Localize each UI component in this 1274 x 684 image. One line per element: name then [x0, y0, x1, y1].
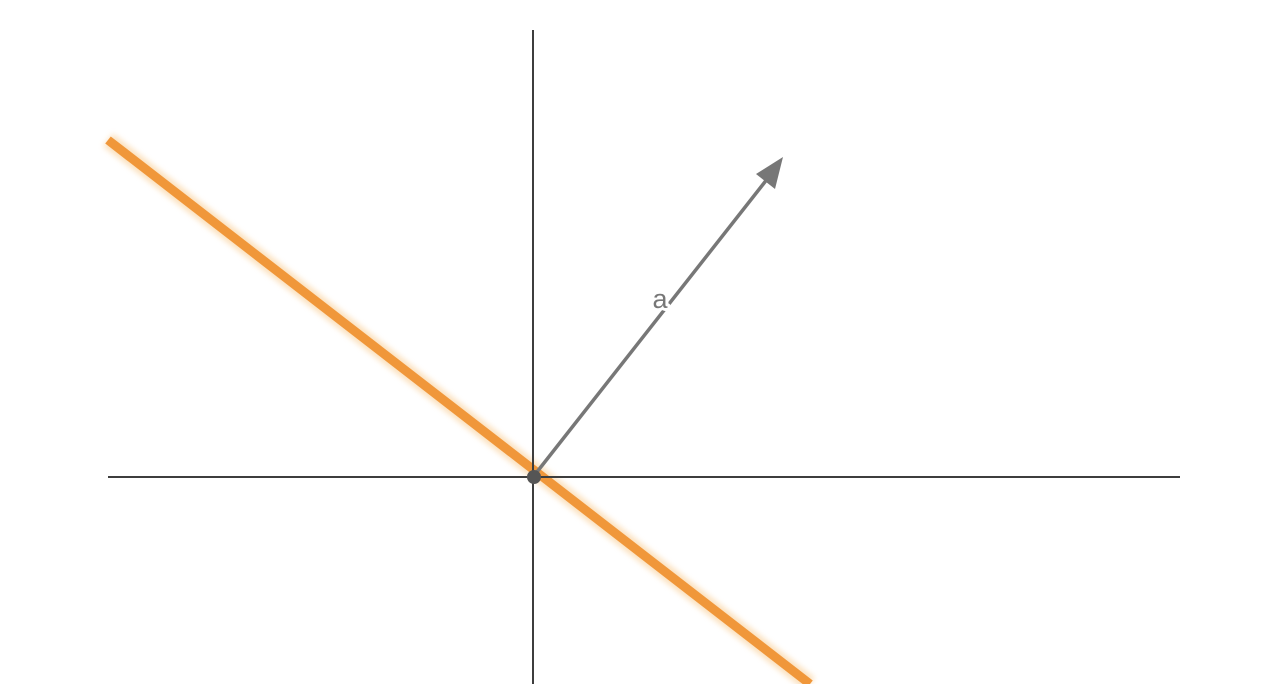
origin-point [527, 470, 541, 484]
vector-a-shaft [533, 178, 768, 477]
vector-a-label: a [652, 284, 668, 314]
orthogonal-line-core [108, 140, 810, 684]
vector-a [533, 157, 783, 477]
orthogonal-line [108, 140, 810, 684]
vector-a-arrowhead-icon [756, 157, 783, 189]
